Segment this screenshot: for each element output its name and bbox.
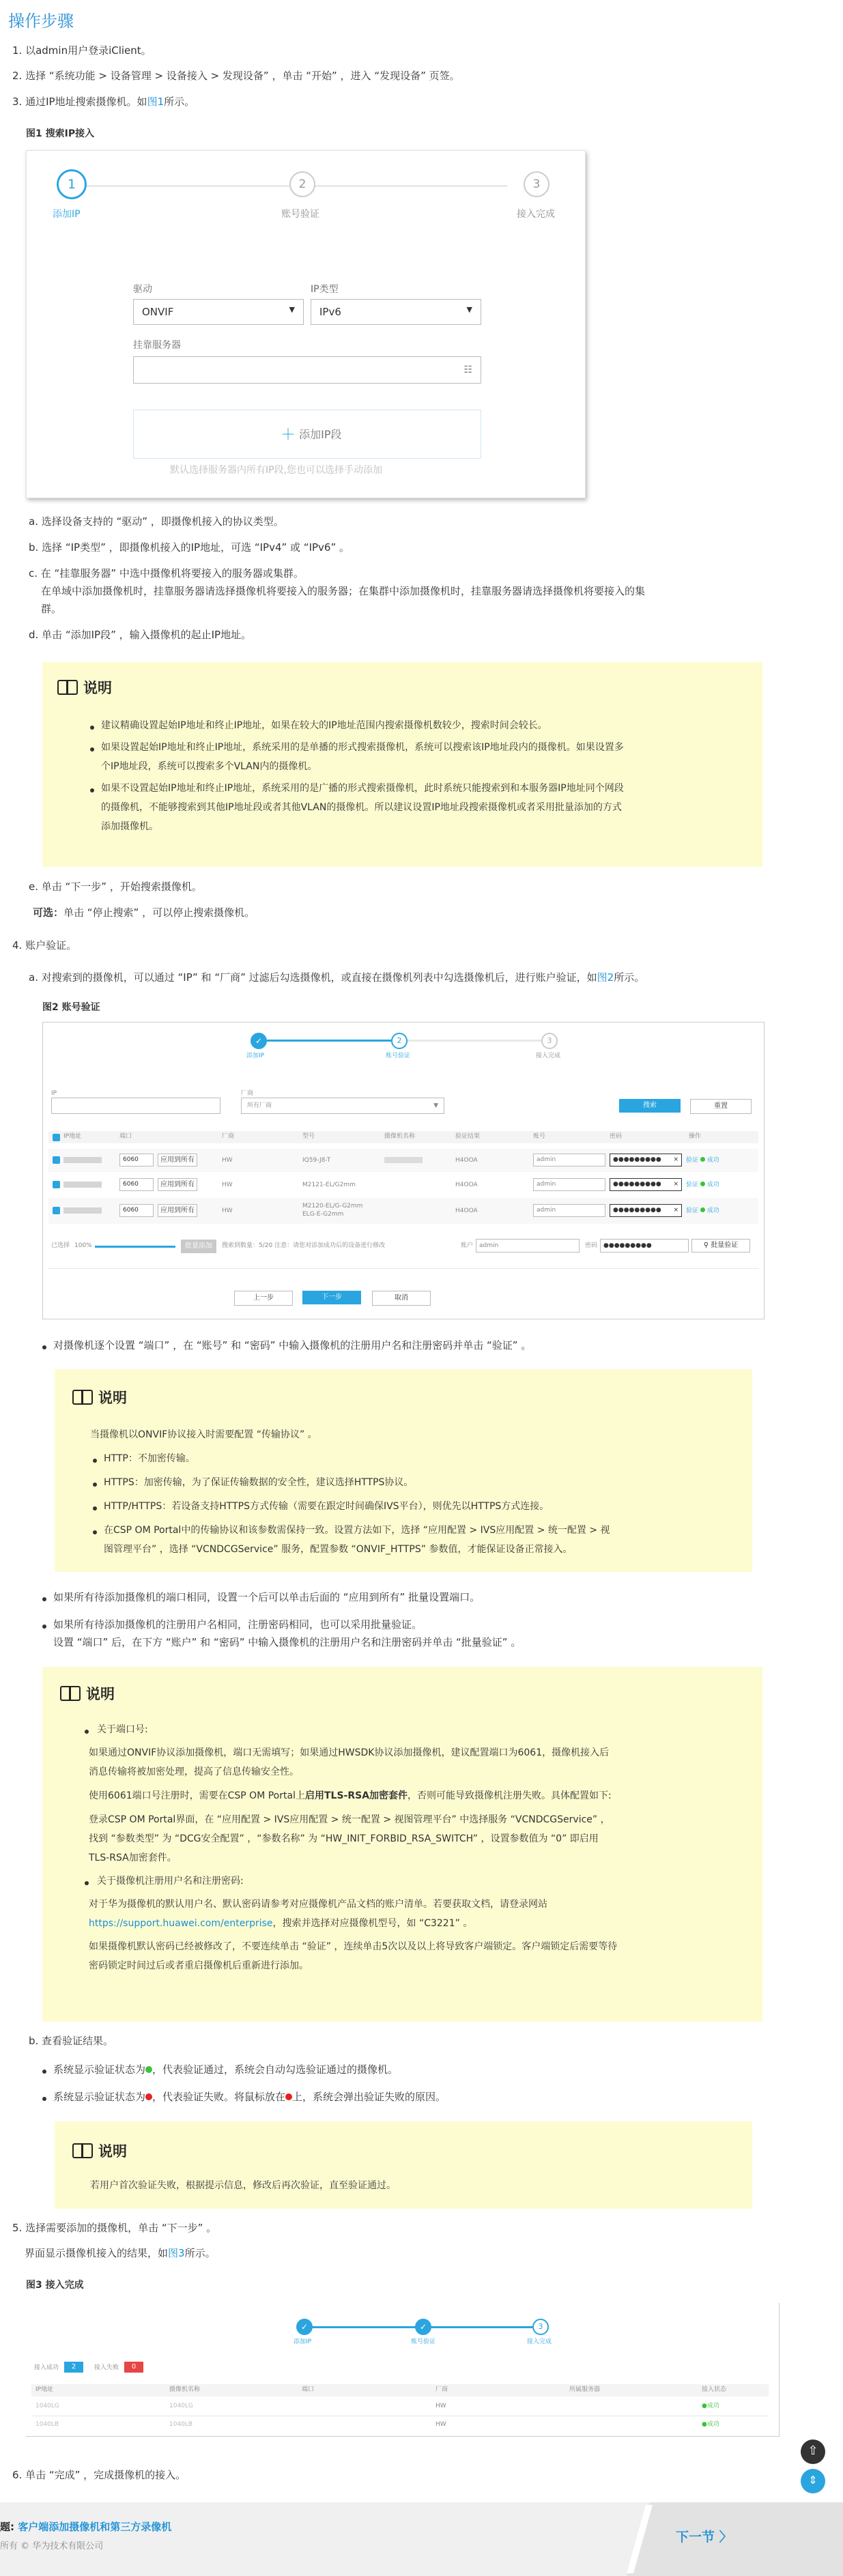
footer (0, 2502, 843, 2576)
apply-all-button[interactable]: 应用到所有 (158, 1204, 197, 1217)
col-result: 验证结果 (455, 1133, 481, 1140)
table-row: 6060 应用到所有 HW IQ59-J8-T H4OOA admin ●●●●●●●●● × 验证 成功 (48, 1149, 758, 1172)
note-3-title: 说明 (60, 1683, 115, 1704)
note-3-text: 对于华为摄像机的默认用户名、默认密码请参考对应摄像机产品文档的账户清单。若要获取文档，请登录网站 (89, 1899, 547, 1910)
fig1-link[interactable]: 图1 (147, 96, 165, 108)
note-3-text: 登录CSP OM Portal界面，在 “应用配置 > IVS应用配置 > 统一配置 > 视图管理平台” 中选择服务 “VCNDCGService” ， (89, 1814, 610, 1825)
fig1-step-1: 1 (57, 169, 87, 199)
step-5-sub: 界面显示摄像机接入的结果，如图3所示。 (25, 2247, 216, 2259)
expand-icon: ⇕ (808, 2474, 818, 2487)
note-1-item-cont: 个IP地址段，系统可以搜索多个VLAN内的摄像机。 (101, 761, 317, 772)
note-2-title: 说明 (72, 1387, 127, 1407)
verify-success: 系统显示验证状态为 ，代表验证通过，系统会自动勾选验证通过的摄像机。 (53, 2063, 399, 2076)
table-row: 6060 应用到所有 HW M2121-EL/G2mm H4OOA admin ●●●●●●●●● × 验证 成功 (48, 1173, 758, 1197)
sub4-a: a. 对搜索到的摄像机，可以通过 “IP” 和 “厂商” 过滤后勾选摄像机，或直接在摄像机列表中勾选摄像机后，进行账户验证，如图2所示。 (29, 971, 645, 984)
sub3-d: d. 单击 “添加IP段” ，输入摄像机的起止IP地址。 (29, 629, 252, 641)
fig3-caption: 图3 接入完成 (26, 2280, 84, 2291)
note-2-item-cont: 图管理平台” ，选择 “VCNDCGService” 服务，配置参数 “ONVIF_HTTPS” 参数值，才能保证设备正常接入。 (104, 1544, 573, 1555)
col-model: 型号 (302, 1133, 315, 1140)
fig2-vendor-select[interactable]: 所有厂商 ▼ (241, 1098, 444, 1114)
arrow-up-icon: ⇧ (808, 2444, 818, 2458)
note-1-title: 说明 (57, 677, 112, 698)
fig3-success-label: 接入成功 (34, 2364, 59, 2371)
fig2-progress-bar (95, 1246, 175, 1248)
sub3-c-detail: 在单域中添加摄像机时，挂靠服务器请选择摄像机将要接入的服务器；在集群中添加摄像机时，挂靠服务器请选择摄像机将要接入的集 (41, 585, 646, 597)
fig1-caption: 图1 搜索IP接入 (26, 128, 95, 139)
fig2-prev-button[interactable]: 上一步 (234, 1291, 293, 1306)
iptype-label: IP类型 (311, 284, 339, 295)
step-1: 1. 以admin用户登录iClient。 (12, 44, 152, 57)
note-3-acct-title: 关于摄像机注册用户名和注册密码: (97, 1876, 244, 1887)
note-2 (55, 1369, 752, 1572)
sub4-b: b. 查看验证结果。 (29, 2035, 114, 2047)
note-3-text: 找到 “参数类型” 为 “DCG安全配置” ，“参数名称” 为 “HW_INIT_FORBID_RSA_SWITCH” ，设置参数值为 “0” 即启用 (89, 1833, 599, 1844)
check-icon: ✓ (415, 2319, 431, 2335)
footer-topic: 题: 客户端添加摄像机和第三方录像机 (0, 2521, 172, 2533)
note-3-text: TLS-RSA加密套件。 (89, 1852, 177, 1863)
sub3-c: c. 在 “挂靠服务器” 中选中摄像机将要接入的服务器或集群。 (29, 567, 304, 579)
note-2-intro: 当摄像机以ONVIF协议接入时需要配置 “传输协议” 。 (90, 1429, 317, 1440)
note-1-item: 如果不设置起始IP地址和终止IP地址，系统采用的是广播的形式搜索摄像机，此时系统只能搜索到和本服务器IP地址同个网段 (101, 783, 624, 794)
col-name: 摄像机名称 (384, 1133, 416, 1140)
bullet-item: 如果所有待添加摄像机的注册用户名相同，注册密码相同，也可以采用批量验证。 (53, 1618, 423, 1631)
fig2-batch-add-button[interactable]: 批量添加 (181, 1240, 216, 1253)
chevron-down-icon: ▼ (433, 1102, 438, 1109)
col-vendor: 厂商 (222, 1133, 235, 1140)
apply-all-button[interactable]: 应用到所有 (158, 1154, 197, 1167)
table-row: 6060 应用到所有 HW M2120-EL/G-G2mm ELG-E-G2mm H4OOA admin ●●●●●●●●● × 验证 成功 (48, 1198, 758, 1224)
fig3-step-2-label: 账号验证 (411, 2338, 436, 2345)
fig3-step-3: 3 (532, 2319, 549, 2335)
note-4 (55, 2121, 752, 2209)
fig2-next-button[interactable]: 下一步 (302, 1291, 361, 1304)
note-1-item-cont: 的摄像机，不能够搜索到其他IP地址段或者其他VLAN的摄像机。所以建议设置IP地址段搜索摄像机或者采用批量添加的方式 (101, 802, 622, 813)
col-op: 操作 (689, 1133, 702, 1140)
note-4-title: 说明 (72, 2141, 127, 2161)
fig2-reset-button[interactable]: 重置 (690, 1099, 752, 1114)
fig1-step-1-label: 添加IP (53, 209, 81, 220)
server-label: 挂靠服务器 (133, 340, 181, 351)
table-row: 1040LG 1040LG HW ●成功 (35, 2403, 719, 2409)
note-3-text: 使用6061端口号注册时，需要在CSP OM Portal上启用TLS-RSA加密套件，否则可能导致摄像机注册失败。具体配置如下: (89, 1790, 612, 1801)
fig2-batch-password[interactable]: ●●●●●●●●● (600, 1239, 689, 1253)
sub3-b: b. 选择 “IP类型” ，即摄像机接入的IP地址，可选 “IPv4” 或 “IPv6” 。 (29, 541, 350, 554)
col-port: 端口 (302, 2386, 315, 2393)
back-to-top-button[interactable] (801, 2439, 825, 2464)
note-1-item: 建议精确设置起始IP地址和终止IP地址，如果在较大的IP地址范围内搜索摄像机数较少，搜索时间会较长。 (101, 720, 547, 731)
driver-select[interactable]: ONVIF ▼ (133, 299, 304, 325)
fig2-step-2-label: 账号验证 (386, 1053, 411, 1059)
server-input[interactable] (133, 356, 481, 384)
list-icon: ☷ (463, 364, 472, 375)
bullet-item: 对摄像机逐个设置 “端口” ，在 “账号” 和 “密码” 中输入摄像机的注册用户名和注册密码并单击 “验证” 。 (53, 1339, 532, 1351)
col-port: 端口 (119, 1133, 132, 1140)
fig2-ip-input[interactable] (51, 1098, 220, 1114)
expand-button[interactable] (801, 2469, 825, 2493)
fig3-screenshot (26, 2303, 780, 2437)
step-4: 4. 账户验证。 (12, 939, 77, 951)
fig3-fail-label: 接入失败 (94, 2364, 119, 2371)
step-2: 2. 选择 “系统功能 > 设备管理 > 设备接入 > 发现设备” ，单击 “开始” ，进入 “发现设备” 页签。 (12, 70, 460, 82)
fig3-step-1-label: 添加IP (294, 2338, 312, 2345)
support-link[interactable]: https://support.huawei.com/enterprise (89, 1918, 273, 1929)
col-password: 密码 (610, 1133, 623, 1140)
bullet-item-cont: 设置 “端口” 后，在下方 “账户” 和 “密码” 中输入摄像机的注册用户名和注册密码并单击 “批量验证” 。 (53, 1636, 521, 1648)
sub3-f: 可选：单击 “停止搜索” ，可以停止搜索摄像机。 (33, 906, 255, 919)
note-1 (42, 662, 762, 867)
apply-all-button[interactable]: 应用到所有 (158, 1178, 197, 1191)
col-ip: IP地址 (63, 1133, 82, 1140)
sub3-a: a. 选择设备支持的 “驱动” ，即摄像机接入的协议类型。 (29, 515, 284, 528)
plus-icon: ＋ (281, 427, 296, 444)
fig2-screenshot (42, 1022, 765, 1319)
step-6: 6. 单击 “完成” ，完成摄像机的接入。 (12, 2469, 186, 2481)
fig2-step-3-label: 接入完成 (536, 1053, 561, 1059)
add-ip-button[interactable]: ＋ 添加IP段 (133, 410, 481, 459)
check-icon: ✓ (296, 2319, 313, 2335)
fig2-step-1-label: 添加IP (246, 1053, 265, 1059)
fig2-search-button[interactable]: 搜索 (619, 1099, 681, 1113)
note-2-item: HTTPS：加密传输，为了保证传输数据的安全性，建议选择HTTPS协议。 (104, 1477, 414, 1488)
note-3-text: https://support.huawei.com/enterprise，搜索并选择对应摄像机型号，如 “C3221” 。 (89, 1918, 473, 1929)
chevron-down-icon: ▼ (466, 305, 472, 314)
fig2-summary: 搜索到数量：5/20 注意：请您对添加成功后的设备进行修改 (222, 1242, 386, 1249)
fig3-success-count: 2 (64, 2362, 83, 2373)
page-title: 操作步骤 (8, 12, 74, 31)
fail-status-icon (145, 2093, 152, 2100)
step-5: 5. 选择需要添加的摄像机，单击 “下一步” 。 (12, 2222, 217, 2234)
fig2-ip-label: IP (51, 1090, 57, 1097)
fig1-screenshot (26, 150, 586, 498)
fig1-step-3-label: 接入完成 (517, 209, 555, 220)
fig1-step-2-label: 账号验证 (281, 209, 319, 220)
iptype-select[interactable]: IPv6 ▼ (311, 299, 481, 325)
fig2-progress-text: 100% (74, 1242, 92, 1249)
driver-label: 驱动 (133, 284, 152, 295)
step-3: 3. 通过IP地址搜索摄像机。如图1所示。 (12, 96, 195, 108)
note-3-port-title: 关于端口号: (97, 1724, 148, 1735)
sub3-e: e. 单击 “下一步” ，开始搜索摄像机。 (29, 881, 202, 893)
col-name: 摄像机名称 (169, 2386, 201, 2393)
copyright: 所有 © 华为技术有限公司 (0, 2541, 104, 2551)
book-icon (72, 2143, 93, 2158)
fig2-cancel-button[interactable]: 取消 (372, 1291, 431, 1306)
note-3-text: 密码锁定时间过后或者重启摄像机后重新进行添加。 (89, 1960, 309, 1971)
fig3-step-3-label: 接入完成 (527, 2338, 552, 2345)
fig3-link[interactable]: 图3 (168, 2247, 185, 2259)
table-row: 1040LB 1040LB HW ●成功 (35, 2421, 719, 2428)
search-icon: ⚲ (703, 1242, 709, 1249)
note-4-text: 若用户首次验证失败，根据提示信息，修改后再次验证，直至验证通过。 (90, 2180, 396, 2191)
col-account: 账号 (533, 1133, 546, 1140)
check-icon: ✓ (251, 1033, 267, 1049)
note-3-text: 如果通过ONVIF协议添加摄像机，端口无需填写；如果通过HWSDK协议添加摄像机，建议配置端口为6061，摄像机接入后 (89, 1747, 610, 1758)
fail-status-icon (285, 2093, 292, 2100)
sub3-c-detail-2: 群。 (41, 603, 62, 615)
fig2-batch-verify-button[interactable]: ⚲ 批量验证 (691, 1239, 750, 1253)
fig2-link[interactable]: 图2 (597, 971, 614, 984)
note-2-item: HTTP：不加密传输。 (104, 1453, 195, 1464)
fig2-caption: 图2 账号验证 (42, 1002, 100, 1013)
fig2-step-3: 3 (541, 1033, 558, 1049)
col-status: 接入状态 (702, 2386, 727, 2393)
fig1-step-2: 2 (289, 171, 315, 197)
chevron-down-icon: ▼ (289, 305, 295, 314)
book-icon (72, 1390, 93, 1405)
note-2-item: 在CSP OM Portal中的传输协议和该参数需保持一致。设置方法如下，选择 “应用配置 > IVS应用配置 > 统一配置 > 视 (104, 1525, 610, 1536)
col-ip: IP地址 (35, 2386, 54, 2393)
book-icon (60, 1686, 81, 1701)
fig1-step-3: 3 (524, 171, 549, 197)
note-3 (42, 1667, 762, 2022)
fig2-step-2: 2 (391, 1033, 408, 1049)
verify-fail: 系统显示验证状态为 ，代表验证失败。将鼠标放在 上，系统会弹出验证失败的原因。 (53, 2091, 446, 2103)
fig3-fail-count: 0 (124, 2362, 143, 2373)
fig2-selected: 已选择 (51, 1242, 70, 1249)
next-section-link[interactable]: 下一节 〉 (676, 2530, 732, 2545)
fig1-hint: 默认选择服务器内所有IP段,您也可以选择手动添加 (170, 465, 383, 476)
note-3-text: 消息传输将被加密处理，提高了信息传输安全性。 (89, 1766, 299, 1777)
note-1-item-cont: 添加摄像机。 (101, 821, 158, 832)
topic-link[interactable]: 客户端添加摄像机和第三方录像机 (18, 2521, 172, 2533)
book-icon (57, 680, 78, 695)
success-status-icon (145, 2066, 152, 2073)
note-1-item: 如果设置起始IP地址和终止IP地址，系统采用的是单播的形式搜索摄像机，系统可以搜索该IP地址段内的摄像机。如果设置多 (101, 742, 624, 753)
col-server: 所属服务器 (569, 2386, 601, 2393)
col-vendor: 厂商 (435, 2386, 448, 2393)
fig2-batch-account[interactable]: admin (476, 1239, 580, 1253)
next-section-panel (627, 2502, 843, 2576)
bullet-item: 如果所有待添加摄像机的端口相同，设置一个后可以单击后面的 “应用到所有” 批量设置端口。 (53, 1591, 481, 1603)
fig2-acct-label: 账户 (461, 1242, 474, 1249)
note-2-item: HTTP/HTTPS：若设备支持HTTPS方式传输（需要在跟定时间确保IVS平台），则优先以HTTPS方式连接。 (104, 1501, 549, 1512)
fig2-vendor-label: 厂商 (241, 1090, 254, 1097)
fig2-pwd-label: 密码 (585, 1242, 598, 1249)
note-3-text: 如果摄像机默认密码已经被修改了，不要连续单击 “验证” ，连续单击5次以及以上将导致客户端锁定。客户端锁定后需要等待 (89, 1941, 618, 1952)
